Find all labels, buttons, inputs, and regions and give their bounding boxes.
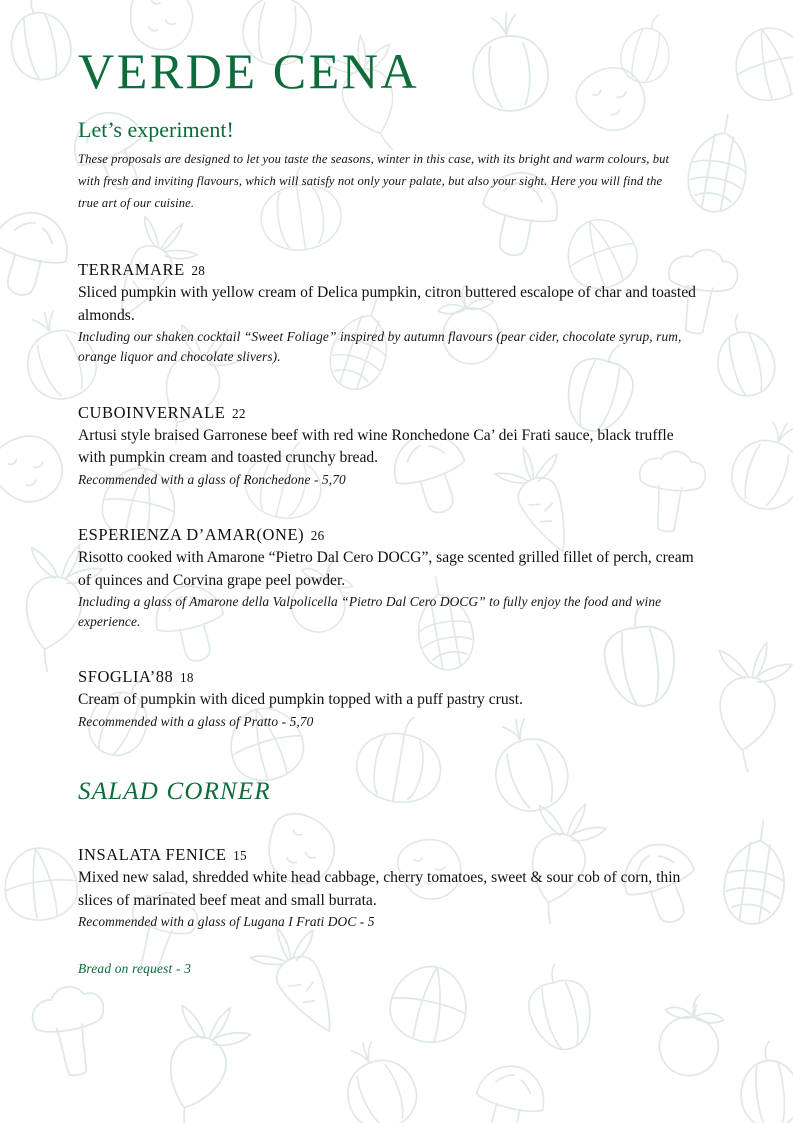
- dish-name: ESPERIENZA D’AMAR(ONE): [78, 524, 305, 544]
- bread-note: Bread on request - 3: [78, 961, 192, 977]
- dish-item: [78, 402, 723, 490]
- dish-name: INSALATA FENICE: [78, 845, 227, 865]
- dish-name: SFOGLIA’88: [78, 667, 174, 687]
- dish-note: Recommended with a glass of Pratto - 5,70: [78, 713, 314, 729]
- dish-item: [78, 844, 723, 932]
- dish-item: [78, 259, 723, 367]
- page-title: VERDE CENA: [78, 43, 420, 99]
- dish-heading: [78, 259, 723, 281]
- dish-description: Artusi style braised Garronese beef with red wine Ronchedone Ca’ dei Frati sauce, black truffle with pumpkin cream and toasted crunchy bread.: [78, 426, 674, 467]
- dish-heading: [78, 666, 723, 688]
- dish-description: Risotto cooked with Amarone “Pietro Dal Cero DOCG”, sage scented grilled fillet of perch, cream of quinces and Corvina grape peel powder.: [78, 549, 694, 589]
- dish-note: Including our shaken cocktail “Sweet Foliage” inspired by autumn flavours (pear cider, chocolate syrup, rum, orange liquor and chocolate slivers).: [78, 329, 682, 365]
- dish-name: TERRAMARE: [78, 260, 185, 280]
- dish-note: Including a glass of Amarone della Valpolicella “Pietro Dal Cero DOCG” to fully enjoy the food and wine experience.: [78, 594, 662, 630]
- dish-description: Cream of pumpkin with diced pumpkin topped with a puff pastry crust.: [78, 691, 523, 709]
- dish-heading: [78, 844, 723, 866]
- dish-price: 22: [228, 405, 246, 421]
- salad-dish-list: [78, 844, 723, 932]
- dish-price: 15: [229, 848, 247, 864]
- dish-heading: [78, 524, 723, 546]
- dish-note: Recommended with a glass of Ronchedone - 5,70: [78, 471, 346, 487]
- dish-description: Mixed new salad, shredded white head cabbage, cherry tomatoes, sweet & sour cob of corn, thin slices of marinated beef meat and small burrata.: [78, 869, 681, 909]
- dish-heading: [78, 402, 723, 424]
- dish-item: [78, 666, 723, 732]
- dish-price: 18: [176, 670, 194, 686]
- section-spacer: [78, 732, 723, 778]
- intro-paragraph: These proposals are designed to let you taste the seasons, winter in this case, with its bright and warm colours, but with fresh and inviting flavours, which will satisfy not only your palate, but also your sight. Here you will find the true art of our cuisine.: [78, 152, 670, 210]
- dish-name: CUBOINVERNALE: [78, 402, 226, 422]
- dish-price: 28: [187, 263, 206, 279]
- dish-item: [78, 524, 723, 632]
- section-title-salad-corner: SALAD CORNER: [78, 778, 271, 806]
- dish-note: Recommended with a glass of Lugana I Frati DOC - 5: [78, 914, 375, 930]
- dish-description: Sliced pumpkin with yellow cream of Delica pumpkin, citron buttered escalope of char and toasted almonds.: [78, 284, 696, 324]
- dish-price: 26: [307, 527, 325, 543]
- dish-list: [78, 259, 723, 732]
- menu-subtitle: Let’s experiment!: [78, 117, 234, 142]
